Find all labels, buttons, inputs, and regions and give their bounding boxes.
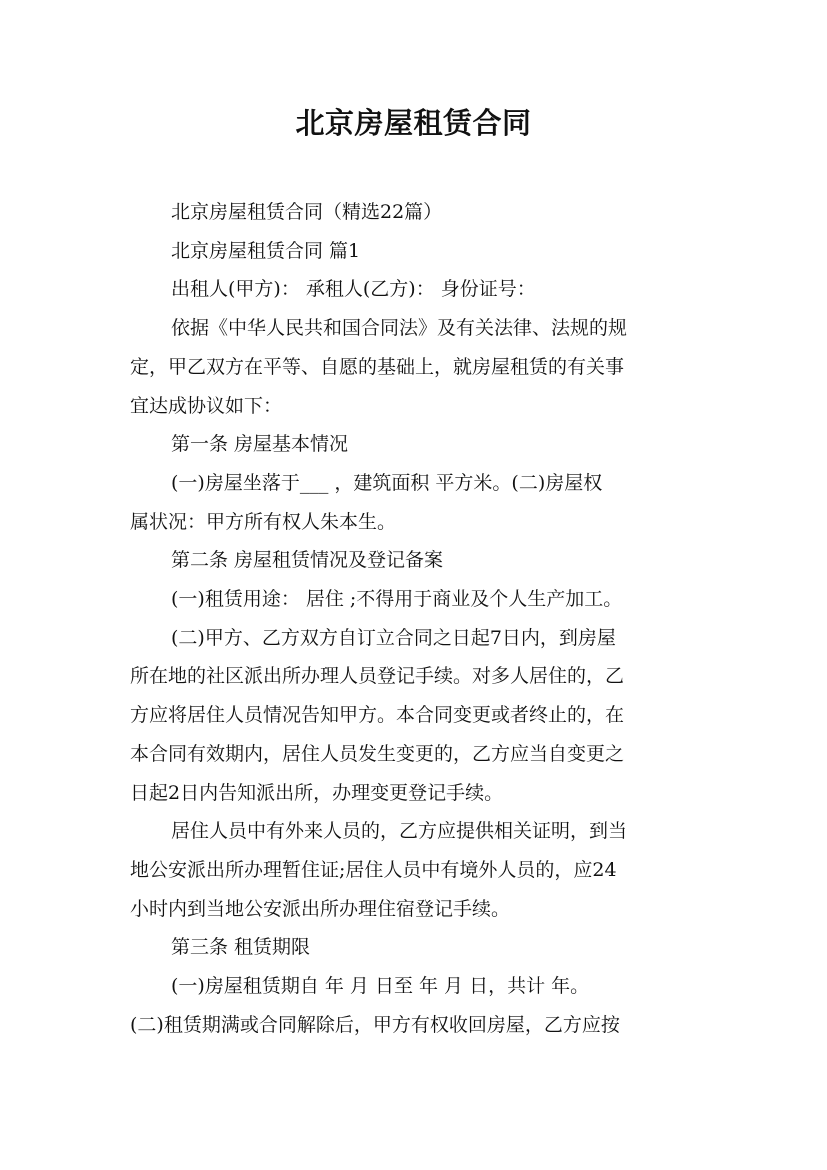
section-heading: 第三条 租赁期限 [171, 936, 311, 959]
body-line: (一)租赁用途： 居住 ;不得用于商业及个人生产加工。 [171, 588, 623, 611]
body-line: (一)房屋坐落于___ ，建筑面积 平方米。(二)房屋权 [171, 471, 603, 494]
body-line: 依据《中华人民共和国合同法》及有关法律、法规的规 [171, 317, 628, 340]
body-line: 北京房屋租赁合同 篇1 [171, 239, 361, 262]
body-line: 地公安派出所办理暂住证;居住人员中有境外人员的，应24 [130, 858, 617, 881]
body-line: 小时内到当地公安派出所办理住宿登记手续。 [130, 897, 511, 920]
body-line: 日起2日内告知派出所，办理变更登记手续。 [130, 781, 504, 804]
body-line: (一)房屋租赁期自 年 月 日至 年 月 日，共计 年。 [171, 975, 590, 998]
document-title: 北京房屋租赁合同 [295, 106, 532, 140]
document-body [130, 193, 705, 1044]
body-line: 定，甲乙双方在平等、自愿的基础上，就房屋租赁的有关事 [130, 355, 625, 378]
section-heading: 第二条 房屋租赁情况及登记备案 [171, 549, 444, 572]
body-line: 方应将居住人员情况告知甲方。本合同变更或者终止的，在 [130, 704, 625, 727]
body-line: 居住人员中有外来人员的，乙方应提供相关证明，到当 [171, 820, 628, 843]
body-line: 属状况：甲方所有权人朱本生。 [130, 510, 397, 533]
body-line: 北京房屋租赁合同（精选22篇） [171, 201, 443, 223]
body-line: 出租人(甲方)： 承租人(乙方)： 身份证号： [171, 278, 536, 301]
body-line: 所在地的社区派出所办理人员登记手续。对多人居住的，乙 [130, 665, 625, 688]
section-heading: 第一条 房屋基本情况 [171, 433, 349, 456]
body-line: (二)租赁期满或合同解除后，甲方有权收回房屋，乙方应按 [130, 1013, 620, 1036]
body-line: 宜达成协议如下： [130, 394, 283, 417]
body-line: (二)甲方、乙方双方自订立合同之日起7日内，到房屋 [171, 626, 616, 649]
body-line: 本合同有效期内，居住人员发生变更的，乙方应当自变更之 [130, 742, 625, 765]
